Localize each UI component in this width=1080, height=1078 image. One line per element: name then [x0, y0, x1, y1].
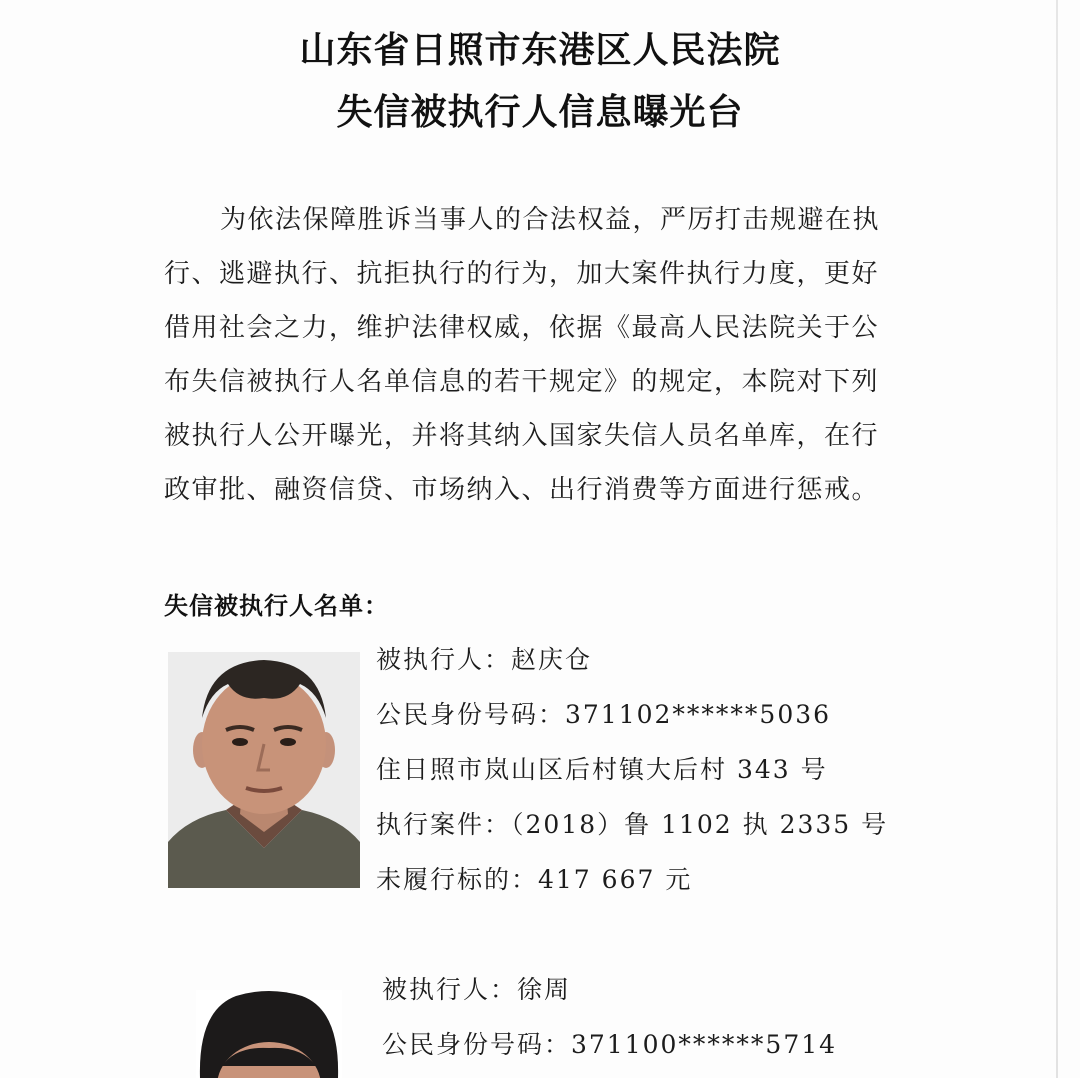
- person-address: 住日照市岚山区后村镇大后村 343 号: [376, 755, 828, 784]
- person-id-number: 公民身份号码：371102******5036: [376, 700, 832, 729]
- person-info: [382, 962, 837, 1072]
- list-heading: 失信被执行人名单：: [164, 592, 389, 620]
- person-photo: [168, 652, 360, 888]
- intro-line: 被执行人公开曝光，并将其纳入国家失信人员名单库，在行: [164, 421, 880, 451]
- person-case-number: 执行案件：（2018）鲁 1102 执 2335 号: [376, 810, 889, 839]
- scan-edge-line: [1056, 0, 1058, 1078]
- person-id-number: 公民身份号码：371100******5714: [382, 1030, 838, 1059]
- intro-line: 政审批、融资信贷、市场纳入、出行消费等方面进行惩戒。: [164, 475, 880, 505]
- portrait-image: [196, 990, 342, 1078]
- court-name-title: 山东省日照市东港区人民法院: [299, 30, 781, 71]
- person-unpaid-amount: 未履行标的：417 667 元: [376, 865, 693, 894]
- intro-line: 为依法保障胜诉当事人的合法权益，严厉打击规避在执: [220, 205, 881, 235]
- intro-line: 借用社会之力，维护法律权威，依据《最高人民法院关于公: [164, 313, 880, 343]
- person-name: 被执行人：徐周: [382, 975, 572, 1004]
- person-info: [376, 632, 888, 907]
- person-photo: [196, 990, 342, 1078]
- portrait-image: [168, 652, 360, 888]
- person-name: 被执行人：赵庆仓: [376, 645, 593, 674]
- intro-paragraph: [164, 193, 924, 517]
- intro-line: 行、逃避执行、抗拒执行的行为，加大案件执行力度，更好: [164, 259, 880, 289]
- intro-line: 布失信被执行人名单信息的若干规定》的规定，本院对下列: [164, 367, 880, 397]
- exposure-board-title: 失信被执行人信息曝光台: [336, 92, 744, 133]
